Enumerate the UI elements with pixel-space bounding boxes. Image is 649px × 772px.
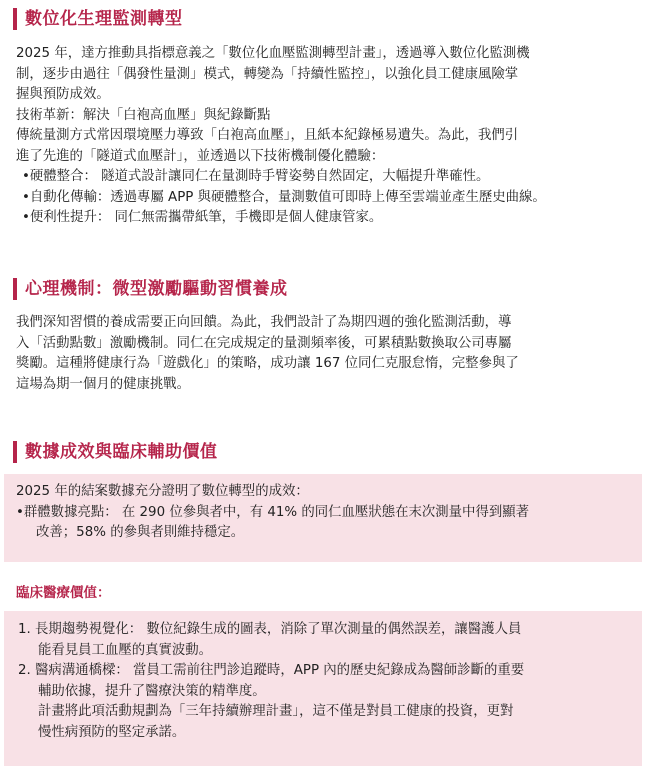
section-heading-digital: 數位化生理監測轉型 (13, 8, 183, 30)
psychology-paragraph (16, 313, 638, 395)
bullet-item: •硬體整合： 隧道式設計讓同仁在量測時手臂姿勢自然固定，大幅提升準確性。 (22, 169, 490, 184)
text-line: 制，逐步由過往「偶發性量測」模式，轉變為「持續性監控」，以強化員工健康風險掌 (16, 66, 519, 82)
text-line: 2025 年，達方推動具指標意義之「數位化血壓監測轉型計畫」，透過導入數位化監測機 (16, 46, 530, 61)
tech-title: 技術革新：解決「白袍高血壓」與紀錄斷點 (16, 107, 271, 123)
text-line: 獎勵。這種將健康行為「遊戲化」的策略，成功讓 167 位同仁克服怠惰，完整參與了 (16, 356, 519, 371)
text-line: 2025 年的結案數據充分證明了數位轉型的成效： (16, 484, 309, 499)
text-line: 進了先進的「隧道式血壓計」，並透過以下技術機制優化體驗： (16, 148, 385, 164)
list-item: 1. 長期趨勢視覺化： 數位紀錄生成的圖表，消除了單次測量的偶然誤差，讓醫護人員 (18, 622, 522, 637)
text-line: 傳統量測方式常因環境壓力導致「白袍高血壓」，且紙本紀錄極易遺失。為此，我們引 (16, 128, 519, 143)
clinical-paragraph (18, 620, 640, 743)
list-item: 2. 醫病溝通橋樑： 當員工需前往門診追蹤時，APP 內的歷史紀錄成為醫師診斷的重要 (18, 663, 525, 678)
bullet-item: •便利性提升： 同仁無需攜帶紙筆，手機即是個人健康管家。 (22, 210, 383, 225)
clinical-box (4, 611, 642, 766)
text-line: 輔助依據，提升了醫療決策的精準度。 (38, 683, 266, 699)
clinical-value-title: 臨床醫療價值： (16, 585, 111, 601)
text-line: 這場為期一個月的健康挑戰。 (16, 376, 191, 392)
text-line: 能看見員工血壓的真實波動。 (38, 642, 213, 658)
text-line: 計畫將此項活動規劃為「三年持續辦理計畫」，這不僅是對員工健康的投資，更對 (38, 704, 514, 719)
text-line: 我們深知習慣的養成需要正向回饋。為此，我們設計了為期四週的強化監測活動，導 (16, 315, 512, 330)
bullet-item: •自動化傳輸：透過專屬 APP 與硬體整合，量測數值可即時上傳至雲端並產生歷史曲線。 (22, 189, 546, 205)
text-line: 改善；58% 的參與者則維持穩定。 (36, 525, 245, 540)
section-heading-psychology: 心理機制：微型激勵驅動習慣養成 (13, 278, 288, 300)
results-box (4, 474, 642, 562)
text-line: 握與預防成效。 (16, 87, 110, 102)
intro-paragraph (16, 44, 638, 229)
results-paragraph (16, 482, 638, 544)
bullet-item: •群體數據亮點： 在 290 位參與者中，有 41% 的同仁血壓狀態在末次測量中得到顯著 (16, 504, 529, 520)
text-line: 慢性病預防的堅定承諾。 (38, 724, 186, 740)
section-heading-results: 數據成效與臨床輔助價值 (13, 441, 218, 463)
text-line: 入「活動點數」激勵機制。同仁在完成規定的量測頻率後，可累積點數換取公司專屬 (16, 335, 512, 351)
